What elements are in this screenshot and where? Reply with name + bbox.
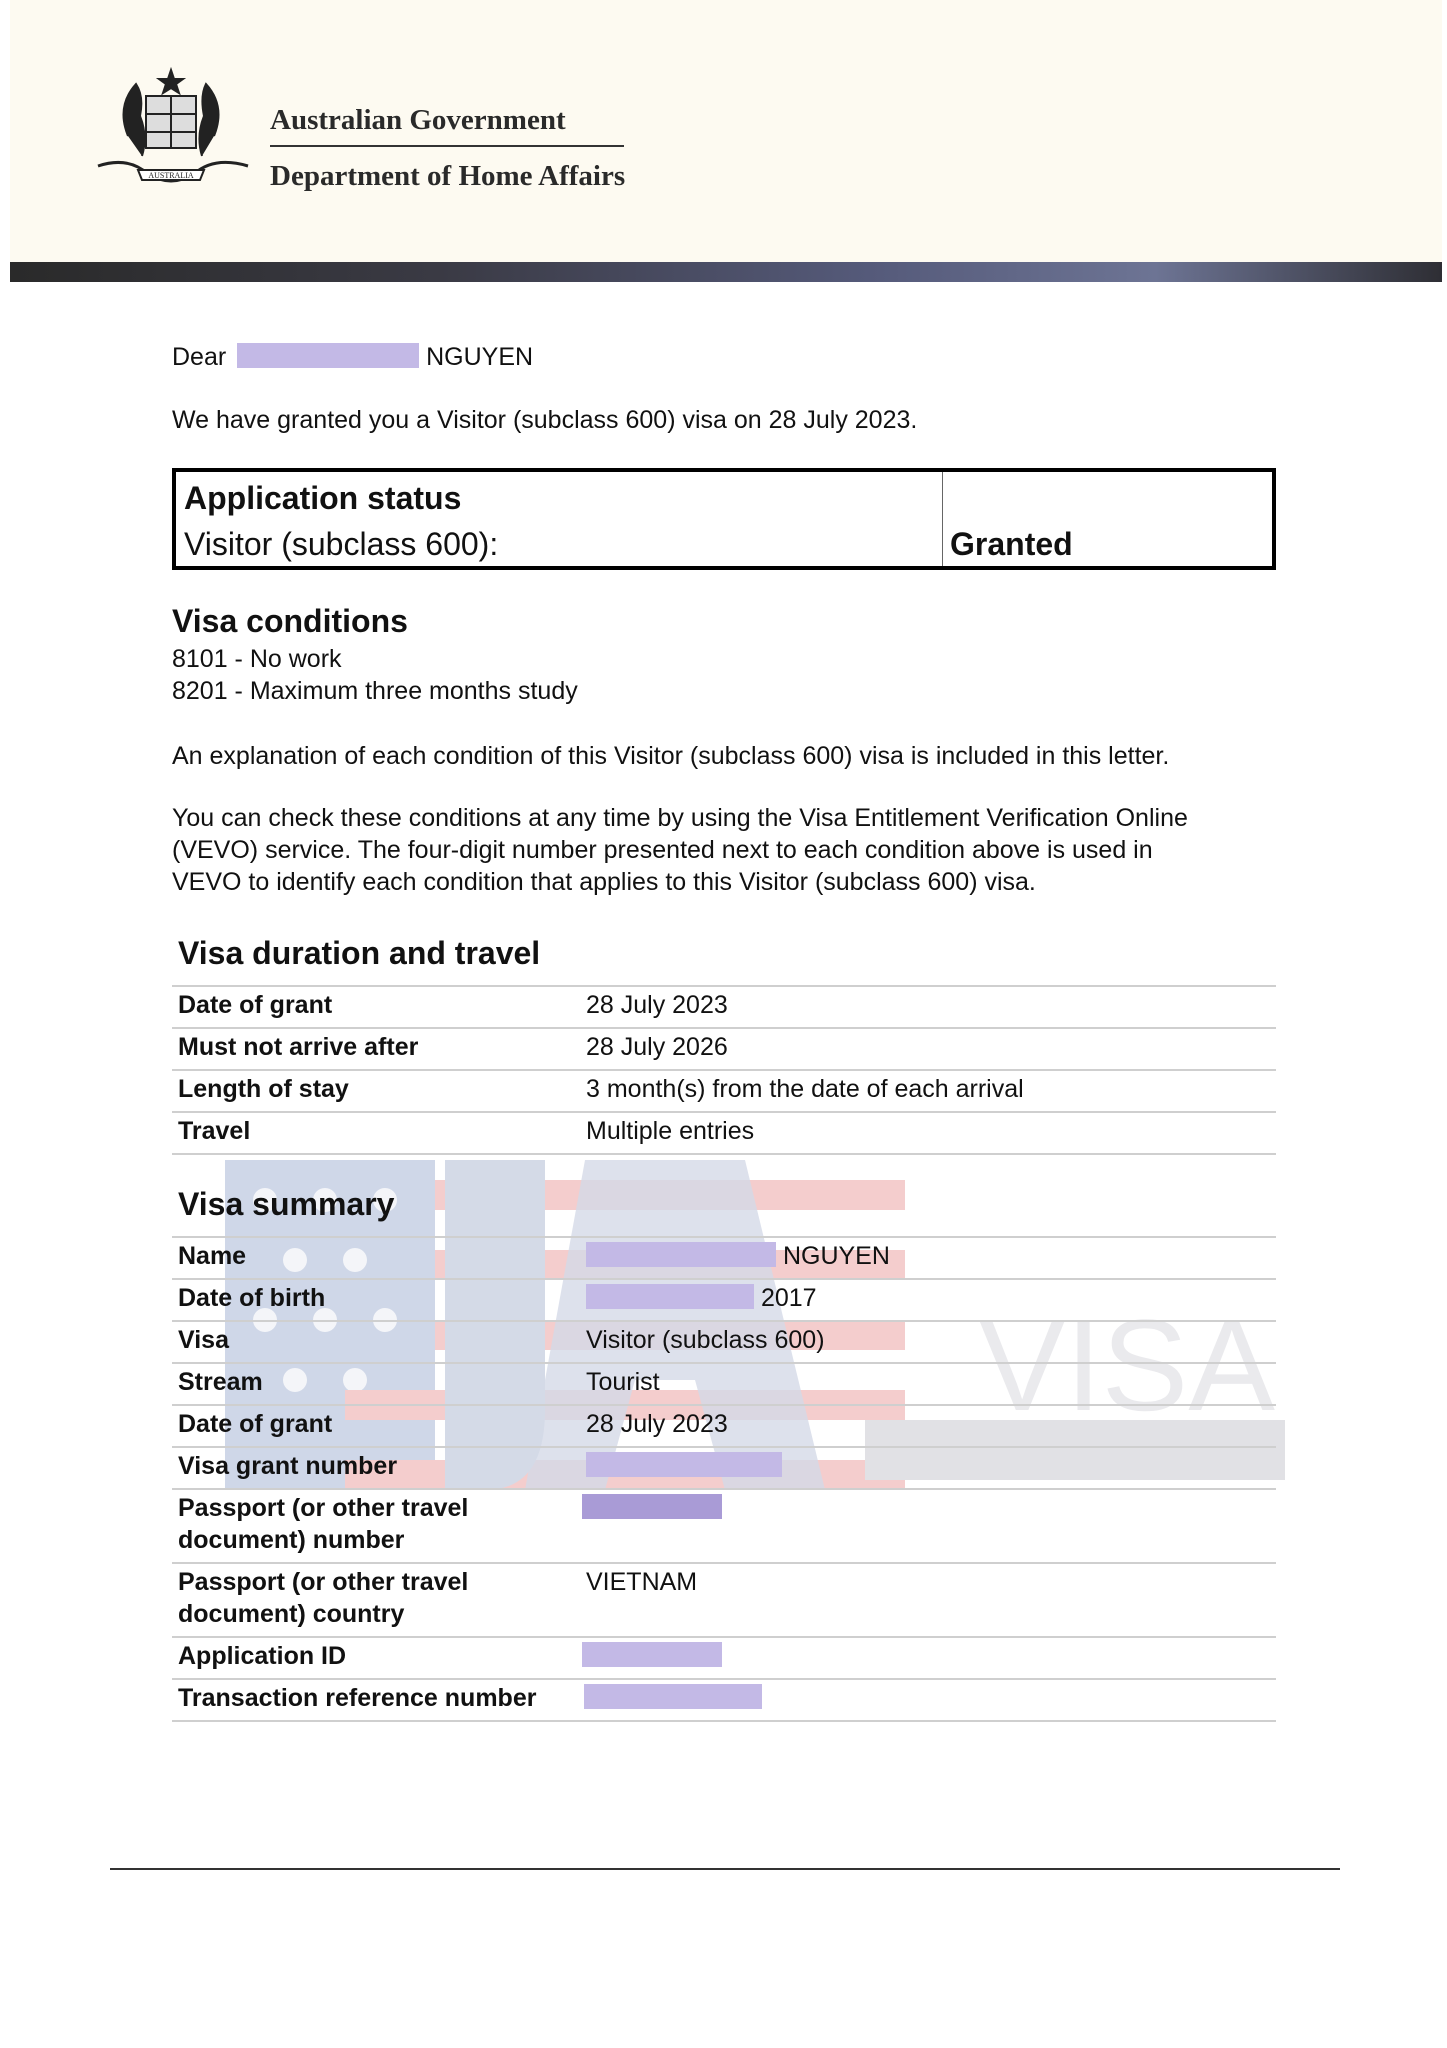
table-row xyxy=(172,1364,1276,1406)
table-row xyxy=(172,1113,1276,1155)
row-value: Multiple entries xyxy=(586,1117,755,1145)
application-status-title: Application status xyxy=(184,480,462,516)
watermark-text: VISA xyxy=(978,1292,1275,1438)
row-value xyxy=(582,1640,722,1672)
table-row xyxy=(172,1406,1276,1448)
redacted-given-name xyxy=(586,1242,776,1267)
redacted-transaction-reference xyxy=(584,1684,762,1709)
svg-text:AUSTRALIA: AUSTRALIA xyxy=(148,171,194,180)
table-row xyxy=(172,1448,1276,1490)
redacted-passport-number xyxy=(582,1494,722,1519)
visa-summary-table xyxy=(172,1236,1276,1722)
row-label: Length of stay xyxy=(178,1075,349,1103)
row-value xyxy=(582,1492,722,1524)
table-row xyxy=(172,1638,1276,1680)
conditions-explanation: An explanation of each condition of this Visitor (subclass 600) visa is included in this letter. xyxy=(172,742,1170,770)
application-status-box xyxy=(172,468,1276,570)
table-row xyxy=(172,1680,1276,1722)
condition-item: 8101 - No work xyxy=(172,645,342,673)
table-row xyxy=(172,1238,1276,1280)
department-name: Department of Home Affairs xyxy=(270,160,626,192)
row-value xyxy=(584,1682,762,1714)
row-label: Visa grant number xyxy=(178,1452,398,1480)
row-value: 28 July 2023 xyxy=(586,991,728,1019)
table-row xyxy=(172,1280,1276,1322)
condition-item: 8201 - Maximum three months study xyxy=(172,677,578,705)
row-value: Tourist xyxy=(586,1368,660,1396)
row-label: Must not arrive after xyxy=(178,1033,419,1061)
row-value xyxy=(586,1282,817,1314)
row-label: Date of birth xyxy=(178,1284,326,1312)
row-value xyxy=(586,1240,890,1272)
header-divider xyxy=(270,145,624,147)
dob-year: 2017 xyxy=(760,1284,817,1312)
salutation-surname: NGUYEN xyxy=(426,343,534,371)
row-value: Visitor (subclass 600) xyxy=(586,1326,825,1354)
table-row xyxy=(172,987,1276,1029)
row-label: Name xyxy=(178,1242,247,1270)
row-label: Application ID xyxy=(178,1642,347,1670)
vevo-paragraph-line: VEVO to identify each condition that applies to this Visitor (subclass 600) visa. xyxy=(172,868,1036,896)
row-label: Passport (or other travel document) number xyxy=(178,1494,469,1554)
row-label: Date of grant xyxy=(178,1410,333,1438)
row-value: VIETNAM xyxy=(586,1568,698,1596)
visa-duration-title: Visa duration and travel xyxy=(178,935,541,971)
salutation-line xyxy=(172,341,533,373)
visa-duration-table xyxy=(172,985,1276,1155)
row-value: 28 July 2023 xyxy=(586,1410,728,1438)
status-divider xyxy=(942,472,943,566)
table-row xyxy=(172,1071,1276,1113)
row-value: 28 July 2026 xyxy=(586,1033,728,1061)
row-label: Visa xyxy=(178,1326,229,1354)
table-row xyxy=(172,1564,1276,1638)
footer-divider xyxy=(110,1868,1340,1870)
salutation: Dear xyxy=(172,343,227,371)
vevo-paragraph-line: You can check these conditions at any time by using the Visa Entitlement Verification Online xyxy=(172,804,1188,832)
coat-of-arms-icon xyxy=(88,66,258,196)
visa-conditions-title: Visa conditions xyxy=(172,603,408,639)
row-label: Passport (or other travel document) country xyxy=(178,1568,469,1628)
table-row xyxy=(172,1322,1276,1364)
org-name: Australian Government xyxy=(270,104,566,136)
row-value xyxy=(586,1450,782,1482)
redacted-application-id xyxy=(582,1642,722,1667)
application-status-value: Granted xyxy=(950,526,1073,562)
visa-summary-title: Visa summary xyxy=(178,1186,395,1222)
row-label: Transaction reference number xyxy=(178,1684,537,1712)
redacted-given-name xyxy=(237,343,419,368)
row-value: 3 month(s) from the date of each arrival xyxy=(586,1075,1024,1103)
table-row xyxy=(172,1490,1276,1564)
name-surname: NGUYEN xyxy=(782,1242,890,1270)
redacted-grant-number xyxy=(586,1452,782,1477)
vevo-paragraph-line: (VEVO) service. The four-digit number presented next to each condition above is used in xyxy=(172,836,1153,864)
header-band xyxy=(10,262,1442,282)
row-label: Stream xyxy=(178,1368,263,1396)
row-label: Travel xyxy=(178,1117,251,1145)
application-status-visa: Visitor (subclass 600): xyxy=(184,526,499,562)
grant-sentence: We have granted you a Visitor (subclass 600) visa on 28 July 2023. xyxy=(172,406,918,434)
table-row xyxy=(172,1029,1276,1071)
redacted-dob xyxy=(586,1284,754,1309)
row-label: Date of grant xyxy=(178,991,333,1019)
